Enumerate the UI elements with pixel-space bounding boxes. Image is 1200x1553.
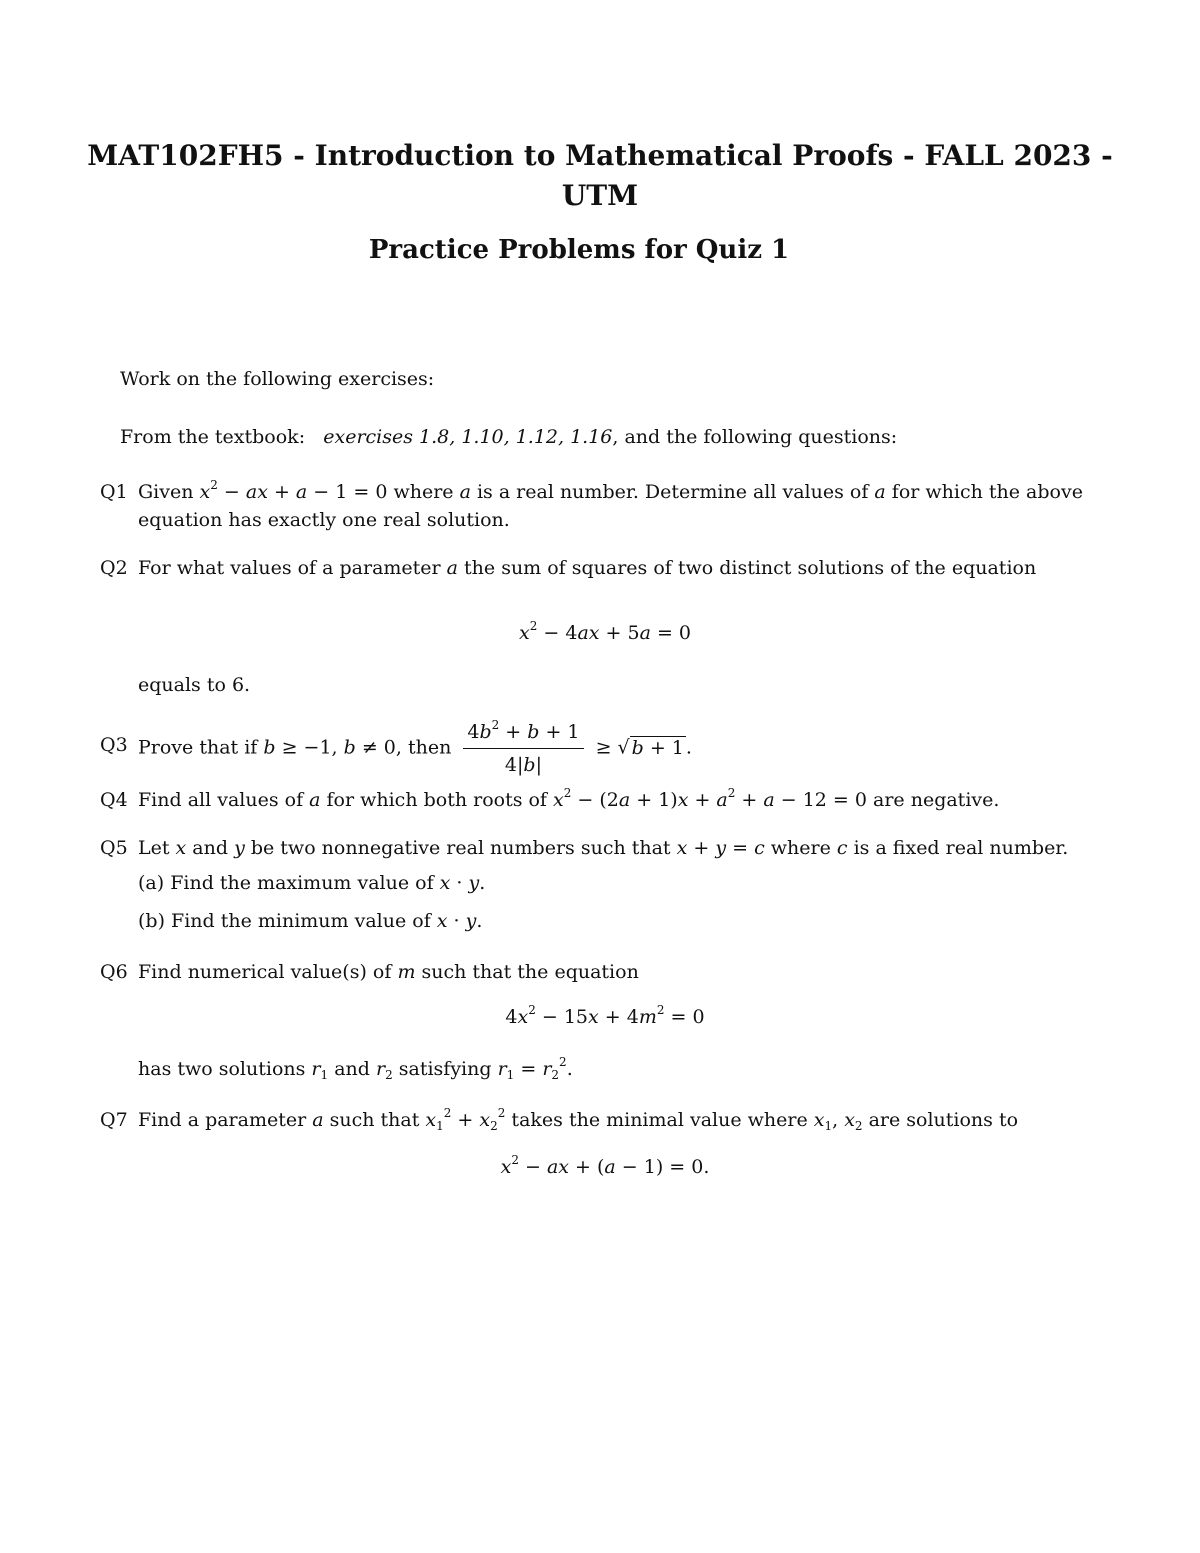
- question-1: [100, 478, 1090, 534]
- question-2-continuation: equals to 6.: [138, 674, 251, 696]
- question-label: Q6: [100, 961, 128, 983]
- question-text: Find a parameter a such that $x_1^2 + x_2^2$ takes the minimal value where $x_1$, $x_2$ are solutions to: [138, 1106, 1019, 1133]
- question-2: [100, 554, 1090, 582]
- question-text: For what values of a parameter a the sum of squares of two distinct solutions of the equation: [138, 557, 1037, 579]
- question-4: [100, 786, 1090, 814]
- question-7: [100, 1106, 1090, 1134]
- question-label: Q4: [100, 789, 128, 811]
- question-label: Q5: [100, 837, 128, 859]
- question-label: Q3: [100, 734, 128, 756]
- question-text: Find numerical value(s) of m such that the equation: [138, 961, 639, 983]
- question-label: Q1: [100, 481, 128, 503]
- question-5: [100, 834, 1090, 862]
- exercises-list: exercises 1.8, 1.10, 1.12, 1.16: [323, 426, 613, 448]
- question-text: Prove that if b ≥ −1, b ≠ 0, then $\frac{4b^2 + b + 1}{4|b|}$ ≥ √ b + 1 .: [138, 718, 1090, 779]
- part-a-text: (a) Find the maximum value of: [138, 872, 434, 894]
- page-title: [0, 136, 1200, 216]
- part-b-text: (b) Find the minimum value of: [138, 910, 431, 932]
- question-text: Let x and y be two nonnegative real numbers such that x + y = c where c is a fixed real number.: [138, 837, 1069, 859]
- question-text: Given $x^2$ − ax + a − 1 = 0 where a is a real number. Determine all values of a for which the above equation has exactly one real solution.: [138, 478, 1083, 531]
- question-6-continuation: has two solutions $r_1$ and $r_2$ satisfying $r_1 = r_2^2$.: [138, 1055, 573, 1082]
- fraction: $\frac{4b^2 + b + 1}{4|b|}$: [463, 718, 583, 779]
- equation-q6: $4x^2 - 15x + 4m^2 = 0$: [505, 1003, 705, 1028]
- from-textbook-label: From the textbook:: [120, 426, 306, 448]
- question-3: [100, 718, 1090, 779]
- and-following-text: , and the following questions:: [612, 426, 898, 448]
- equation-q7: $x^2$ − ax + (a − 1) = 0.: [500, 1153, 710, 1178]
- intro-textbook: [120, 426, 897, 448]
- title-line-2: UTM: [561, 179, 639, 212]
- question-5-part-a: (a) Find the maximum value of x · y.: [138, 872, 486, 894]
- question-label: Q2: [100, 557, 128, 579]
- title-line-1: MAT102FH5 - Introduction to Mathematical Proofs - FALL 2023 -: [87, 139, 1113, 172]
- intro-work-on: Work on the following exercises:: [120, 368, 435, 390]
- question-5-part-b: (b) Find the minimum value of x · y.: [138, 910, 483, 932]
- question-label: Q7: [100, 1109, 128, 1131]
- equation-q2: $x^2 - 4ax + 5a = 0$: [518, 619, 691, 644]
- question-text: Find all values of a for which both roots of $x^2 - (2a + 1)x + a^2 + a - 12 = 0$ are negative.: [138, 786, 1000, 811]
- question-6: [100, 958, 1090, 986]
- page-subtitle: Practice Problems for Quiz 1: [368, 235, 790, 265]
